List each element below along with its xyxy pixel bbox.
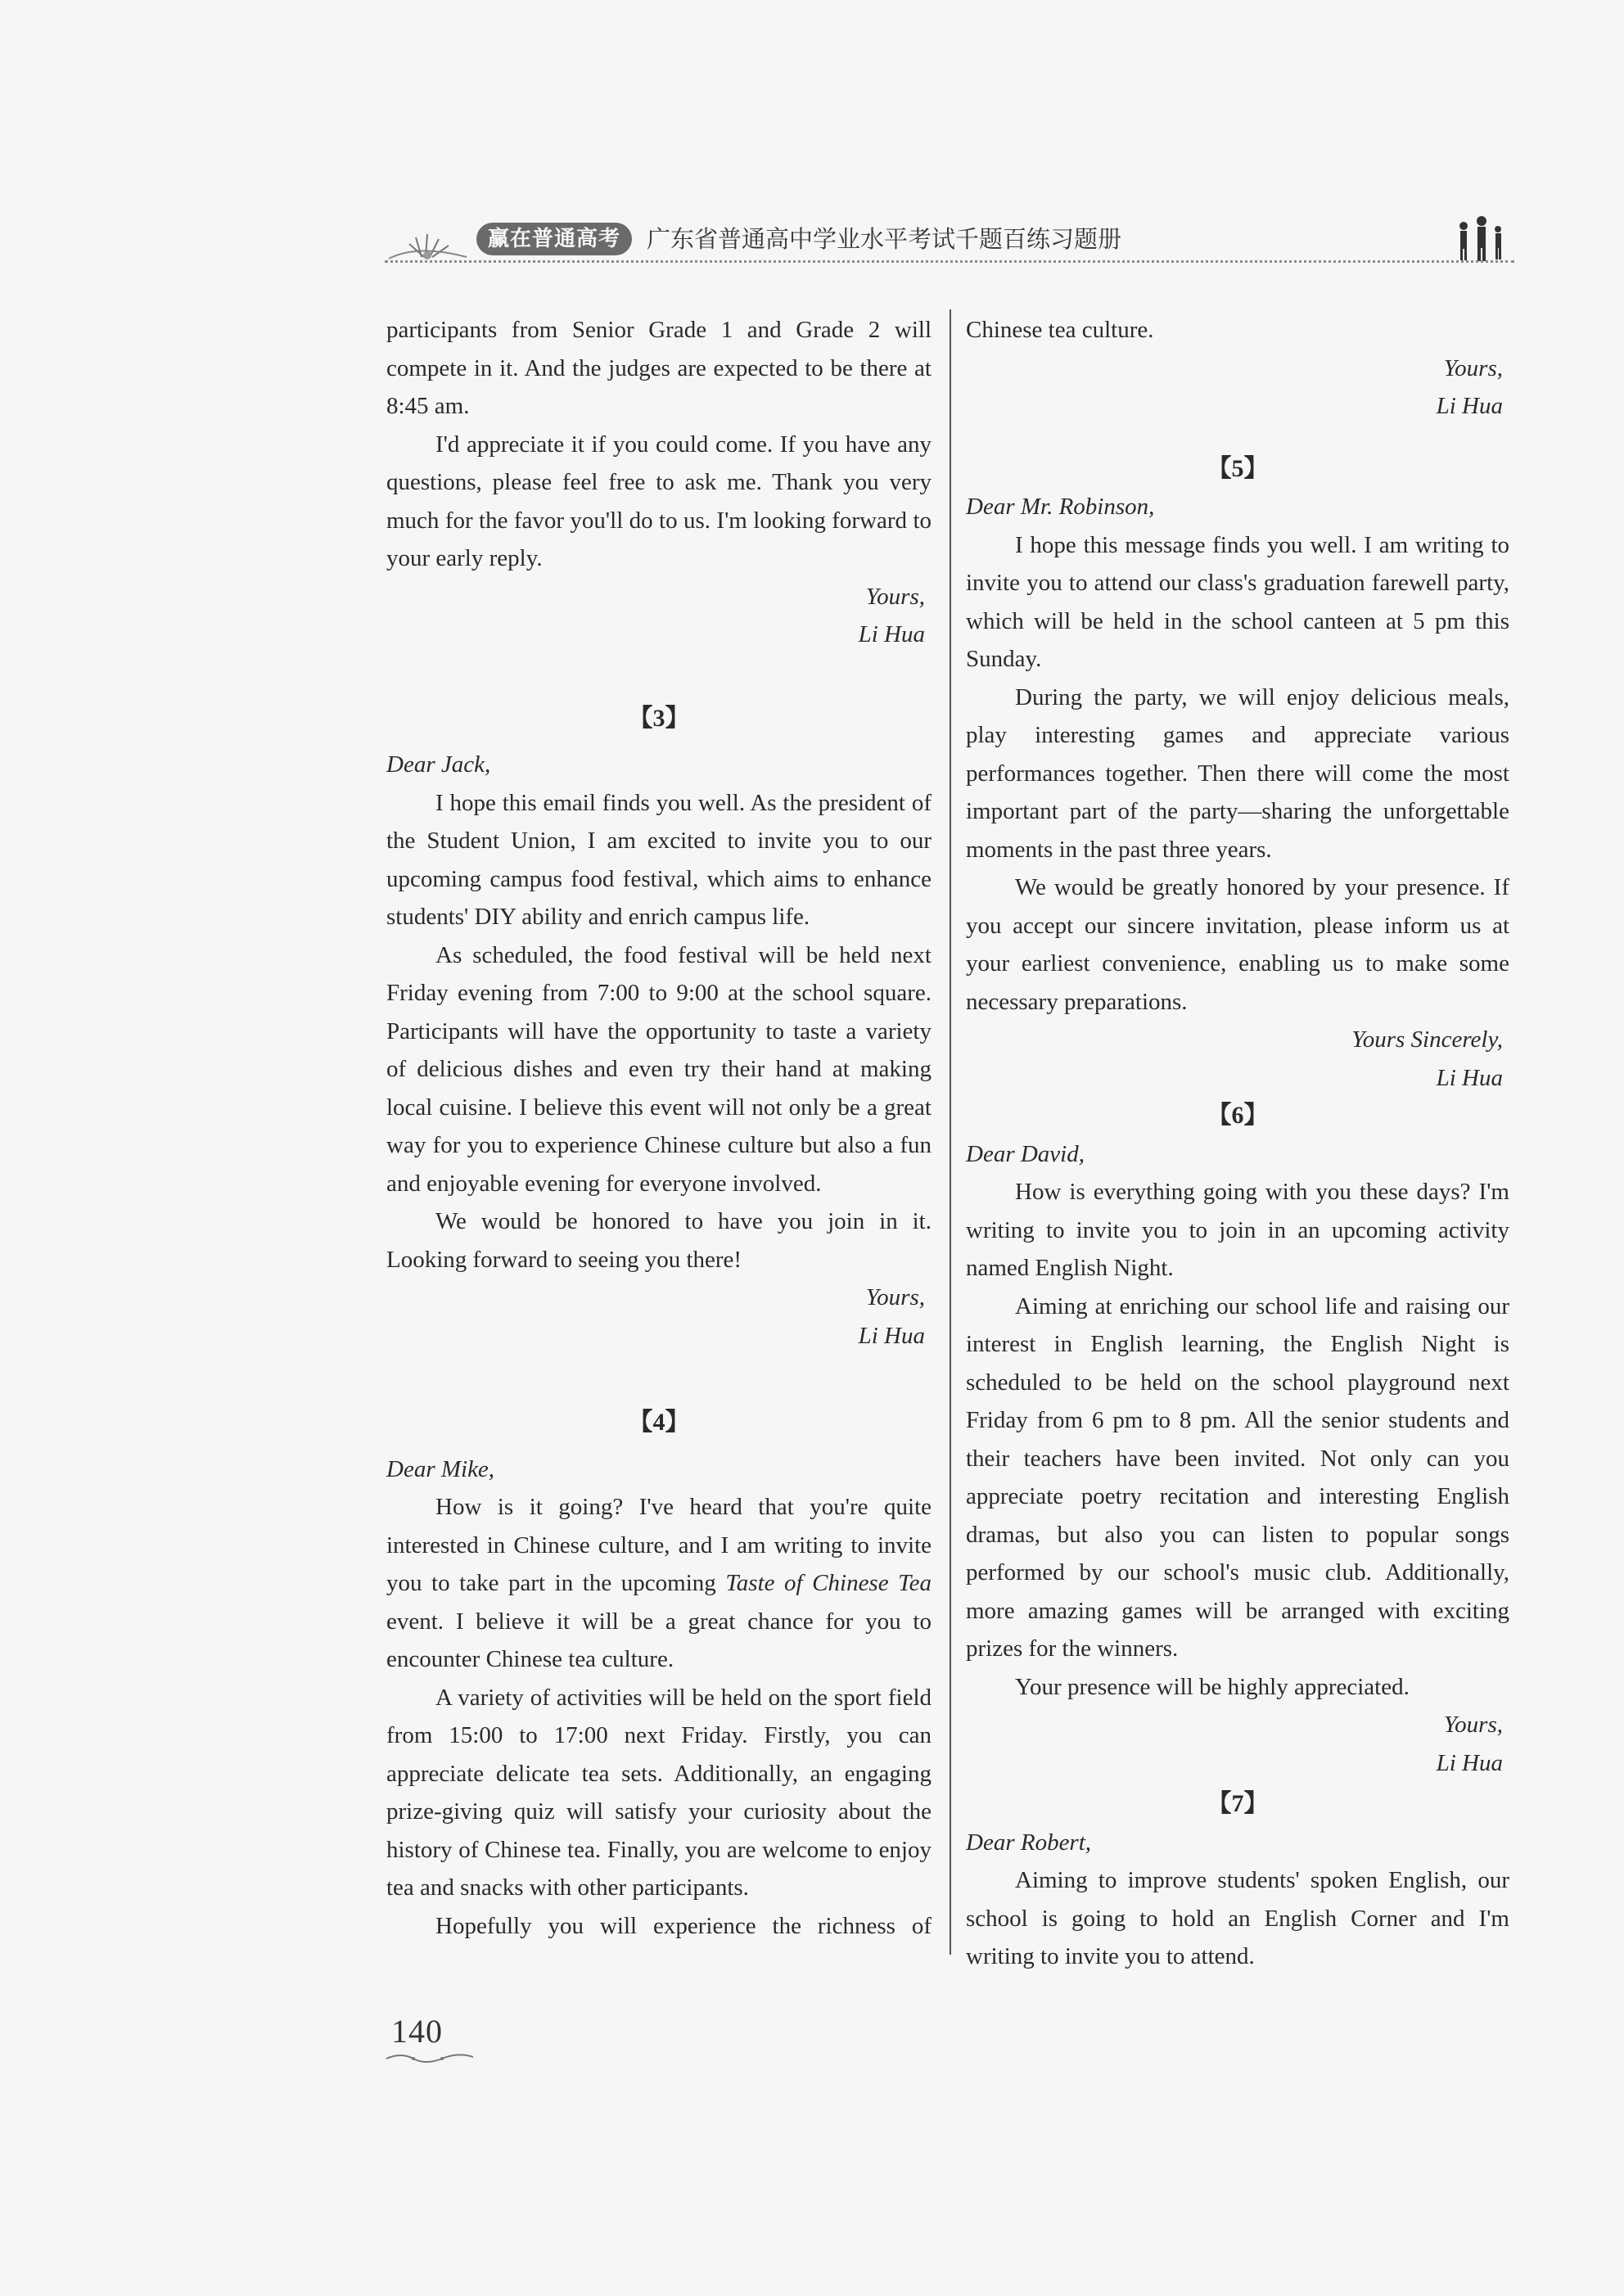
paragraph [386, 1488, 932, 1679]
page-number: 140 [391, 2013, 443, 2050]
left-column [386, 311, 932, 1945]
letter-number: 【3】 [628, 704, 690, 732]
people-figures-icon [1449, 214, 1514, 262]
paragraph: How is everything going with you these days? I'm writing to invite you to join in an upcoming activity named English Night. [966, 1179, 1509, 1281]
page-header [385, 214, 1514, 268]
paragraph: We would be greatly honored by your presence. If you accept our sincere invitation, please inform us at your earliest convenience, enabling us to make some necessary preparations. [966, 874, 1509, 1015]
column-divider [950, 309, 951, 1955]
letter-number: 【7】 [1207, 1790, 1269, 1817]
paragraph: Aiming at enriching our school life and raising our interest in English learning, the English Night is scheduled to be held on the school playground next Friday from 6 pm to 8 pm. All the senior students and their teachers have been invited. Not only can you appreciate poetry recitation and interesting English dramas, but also you can listen to popular songs performed by our school's music club. Additionally, more amazing games will be arranged with exciting prizes for the winners. [966, 1292, 1509, 1662]
salutation: Dear Robert, [966, 1829, 1092, 1856]
right-column [966, 311, 1509, 1976]
paragraph: Chinese tea culture. [966, 317, 1154, 343]
letter-number: 【6】 [1207, 1102, 1269, 1129]
closing: Yours, [865, 1284, 925, 1310]
salutation: Dear Mike, [386, 1455, 495, 1482]
paragraph: Aiming to improve students' spoken English, our school is going to hold an English Corner and I'm writing to invite you to attend. [966, 1867, 1509, 1969]
letter-number: 【5】 [1207, 454, 1269, 482]
paragraph: I hope this message finds you well. I am writing to invite you to attend our class's graduation farewell party, which will be held in the school canteen at 5 pm this Sunday. [966, 531, 1509, 672]
event-name: Taste of Chinese Tea [725, 1570, 932, 1596]
paragraph: participants from Senior Grade 1 and Grade 2 will compete in it. And the judges are expected to be there at 8:45 am. [386, 317, 932, 419]
plant-decoration-icon [385, 228, 475, 260]
paragraph: I'd appreciate it if you could come. If you have any questions, please feel free to ask me. Thank you very much for the favor you'll do to us. I'm looking forward to your early reply. [386, 431, 932, 571]
signature: Li Hua [858, 621, 925, 647]
paragraph: During the party, we will enjoy delicious meals, play interesting games and appreciate various performances together. Then there will come the most important part of the party—sharing the unforgettable moments in the past three years. [966, 683, 1509, 863]
salutation: Dear Jack, [386, 751, 491, 778]
salutation: Dear David, [966, 1140, 1085, 1167]
paragraph: I hope this email finds you well. As the president of the Student Union, I am excited to invite you to our upcoming campus food festival, which aims to enhance students' DIY ability and enrich campus life. [386, 789, 932, 930]
signature: Li Hua [1436, 393, 1503, 419]
signature: Li Hua [1436, 1064, 1503, 1091]
signature: Li Hua [1436, 1749, 1503, 1776]
text-run: event. I believe it will be a great chance for you to encounter Chinese tea culture. [386, 1608, 932, 1672]
paragraph: We would be honored to have you join in it. Looking forward to seeing you there! [386, 1208, 932, 1273]
closing: Yours, [865, 583, 925, 610]
text-run: How is it going? I've heard that you're quite interested in Chinese culture, and I am writing to invite you to take part in the upcoming [386, 1494, 932, 1596]
flourish-ornament-icon [385, 2050, 475, 2065]
paragraph: A variety of activities will be held on the sport field from 15:00 to 17:00 next Friday. Firstly, you can appreciate delicate tea sets. Additionally, an engaging prize-giving quiz will satisfy your curiosity about the history of Chinese tea. Finally, you are welcome to enjoy tea and snacks with other participants. [386, 1684, 932, 1901]
closing: Yours, [1443, 1712, 1503, 1738]
header-rule [385, 260, 1514, 263]
signature: Li Hua [858, 1322, 925, 1349]
paragraph: As scheduled, the food festival will be held next Friday evening from 7:00 to 9:00 at the school square. Participants will have the opportunity to taste a variety of delicious dishes and even try their hand at making local cuisine. I believe this event will not only be a great way for you to experience Chinese culture but also a fun and enjoyable evening for everyone involved. [386, 941, 932, 1197]
closing: Yours, [1443, 354, 1503, 381]
paragraph: Your presence will be highly appreciated. [1015, 1673, 1410, 1700]
letter-number: 【4】 [628, 1409, 690, 1436]
header-badge: 赢在普通高考 [476, 223, 632, 255]
salutation: Dear Mr. Robinson, [966, 494, 1155, 520]
paragraph: Hopefully you will experience the richness of [435, 1912, 932, 1939]
closing: Yours Sincerely, [1351, 1026, 1503, 1053]
header-title: 广东省普通高中学业水平考试千题百练习题册 [647, 225, 1122, 253]
